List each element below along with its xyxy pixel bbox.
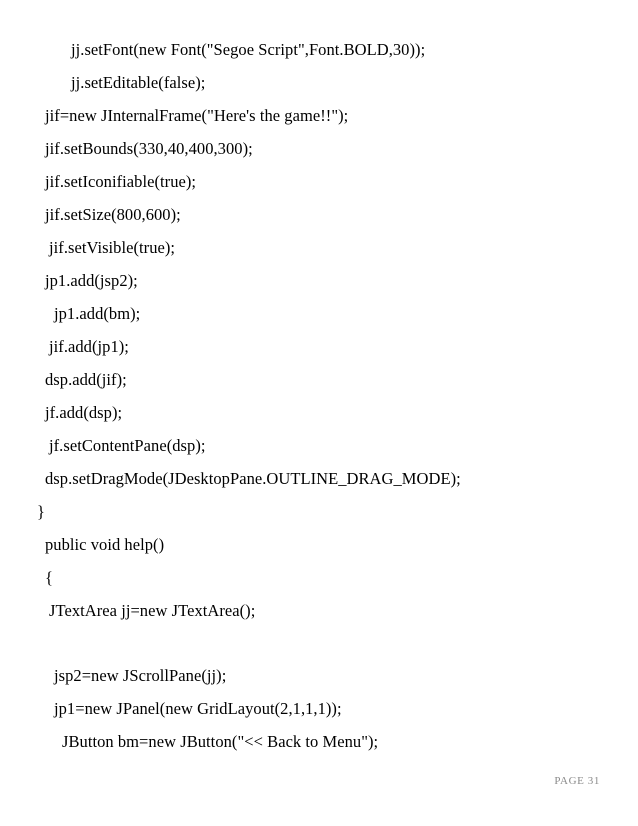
code-line: jif=new JInternalFrame("Here's the game!!"); bbox=[45, 106, 349, 125]
code-line: { bbox=[45, 568, 53, 587]
code-line: dsp.setDragMode(JDesktopPane.OUTLINE_DRAG_MODE); bbox=[45, 469, 461, 488]
code-line: jif.setSize(800,600); bbox=[45, 205, 181, 224]
code-line: } bbox=[37, 502, 45, 521]
code-line: jp1.add(jsp2); bbox=[45, 271, 138, 290]
code-line: jj.setEditable(false); bbox=[71, 73, 206, 92]
code-line: jj.setFont(new Font("Segoe Script",Font.BOLD,30)); bbox=[71, 40, 426, 59]
code-line: dsp.add(jif); bbox=[45, 370, 127, 389]
code-line: jsp2=new JScrollPane(jj); bbox=[54, 666, 227, 685]
page-number: PAGE 31 bbox=[554, 775, 600, 787]
code-line: JButton bm=new JButton("<< Back to Menu"); bbox=[62, 732, 379, 751]
code-line: jif.add(jp1); bbox=[49, 337, 129, 356]
code-line: jif.setIconifiable(true); bbox=[45, 172, 197, 191]
code-line: jif.setVisible(true); bbox=[49, 238, 176, 257]
code-line: jif.setBounds(330,40,400,300); bbox=[45, 139, 253, 158]
code-line: jp1.add(bm); bbox=[54, 304, 141, 323]
code-line: public void help() bbox=[45, 535, 165, 554]
code-line: jp1=new JPanel(new GridLayout(2,1,1,1)); bbox=[54, 699, 342, 718]
code-line: jf.add(dsp); bbox=[45, 403, 123, 422]
code-line: JTextArea jj=new JTextArea(); bbox=[49, 601, 256, 620]
code-line: jf.setContentPane(dsp); bbox=[49, 436, 206, 455]
